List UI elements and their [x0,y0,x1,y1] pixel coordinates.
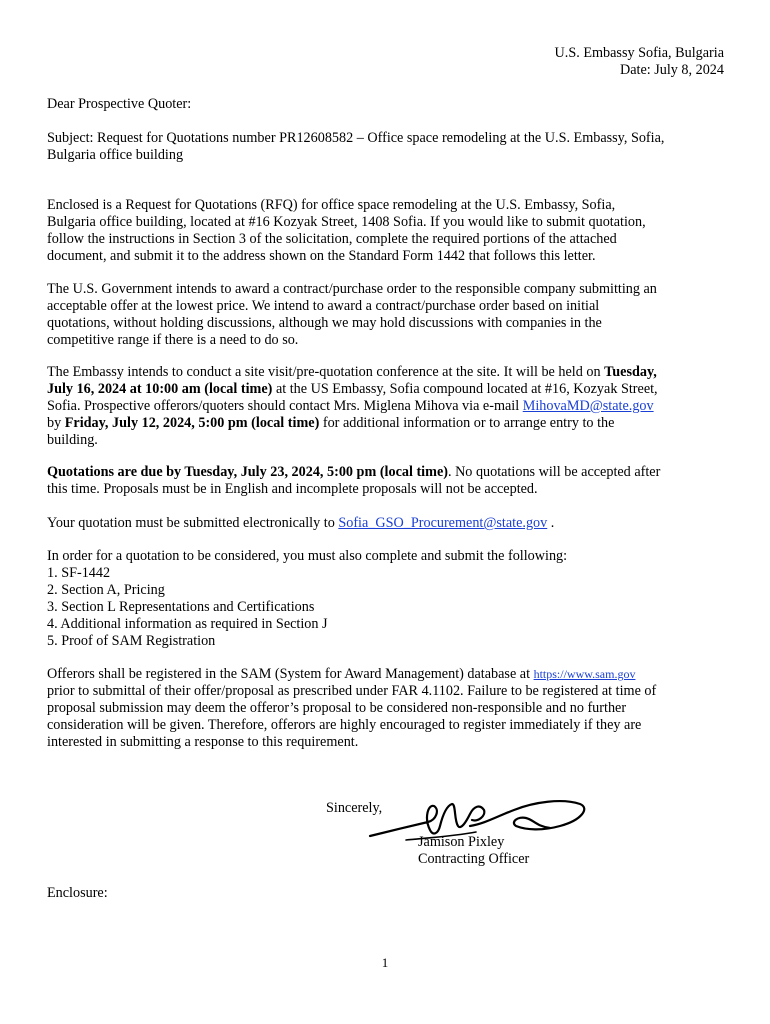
procurement-email-link[interactable]: Sofia_GSO_Procurement@state.gov [338,515,548,531]
paragraph-site-visit: The Embassy intends to conduct a site visit/pre-quotation conference at the site. It will be held on Tuesday, July 16, 2024 at 10:00 am (local time) at the US Embassy, Sofia compound located at #16, Kozyak Street, Sofia. Prospective offerors/quoters should contact Mrs. Miglena Mihova via e-mail MihovaMD@state.gov by Friday, July 12, 2024, 5:00 pm (local time) for additional information or to arrange entry to the building. [47,364,658,448]
closing-sincerely: Sincerely, [326,800,383,816]
paragraph-rfq-intro: Enclosed is a Request for Quotations (RFQ) for office space remodeling at the U.S. Embassy, Sofia, Bulgaria office building, located at #16 Kozyak Street, 1408 Sofia. If you would like to submit quotation, follow the instructions in Section 3 of the solicitation, complete the required portions of the attached document, and submit it to the address shown on the Standard Form 1442 that follows this letter. [47,197,646,264]
subject-line: Subject: Request for Quotations number PR12608582 – Office space remodeling at the U.S. Embassy, Sofia, Bulgaria office building [47,130,665,163]
page-number: 1 [381,955,389,970]
signatory-name: Jamison Pixley [418,834,505,850]
list-item: 4. Additional information as required in Section J [47,616,328,632]
paragraph-sam-registration: Offerors shall be registered in the SAM (System for Award Management) database at https://www.sam.gov prior to submittal of their offer/proposal as prescribed under FAR 4.1102. Failure to be registered at time of proposal submission may deem the offeror’s proposal to be considered non-responsible and no further consideration will be given. Therefore, offerors are highly encouraged to register immediately if they are interested in submitting a response to this requirement. [47,666,657,750]
paragraph-due-date: Quotations are due by Tuesday, July 23, 2024, 5:00 pm (local time). No quotations will be accepted after this time. Proposals must be in English and incomplete proposals will not be accepted. [47,464,661,497]
paragraph-submission: Your quotation must be submitted electronically to Sofia_GSO_Procurement@state.gov . [47,515,555,531]
letter-date: Date: July 8, 2024 [619,62,724,78]
signatory-title: Contracting Officer [418,851,530,867]
signatory-block [418,834,529,868]
sam-gov-link[interactable]: https://www.sam.gov [533,667,636,681]
sender-location: U.S. Embassy Sofia, Bulgaria [554,45,724,61]
paragraph-requirements: In order for a quotation to be considered, you must also complete and submit the following: 1. SF-1442 2. Section A, Pricing 3. Section L Representations and Certifications 4. Additional information as required in Section J 5. Proof of SAM Registration [47,548,727,650]
list-item: 5. Proof of SAM Registration [47,633,216,649]
list-item: 3. Section L Representations and Certifications [47,599,315,615]
mihova-email-link[interactable]: MihovaMD@state.gov [522,398,654,414]
enclosure-label: Enclosure: [47,885,108,901]
paragraph-award-intent: The U.S. Government intends to award a contract/purchase order to the responsible company submitting an acceptable offer at the lowest price. We intend to award a contract/purchase order based on initial quotations, without holding discussions, although we may hold discussions with companies in the competitive range if there is a need to do so. [47,281,657,348]
salutation: Dear Prospective Quoter: [47,96,192,112]
letter-header [555,45,724,79]
list-item: 1. SF-1442 [47,565,111,581]
list-item: 2. Section A, Pricing [47,582,165,598]
